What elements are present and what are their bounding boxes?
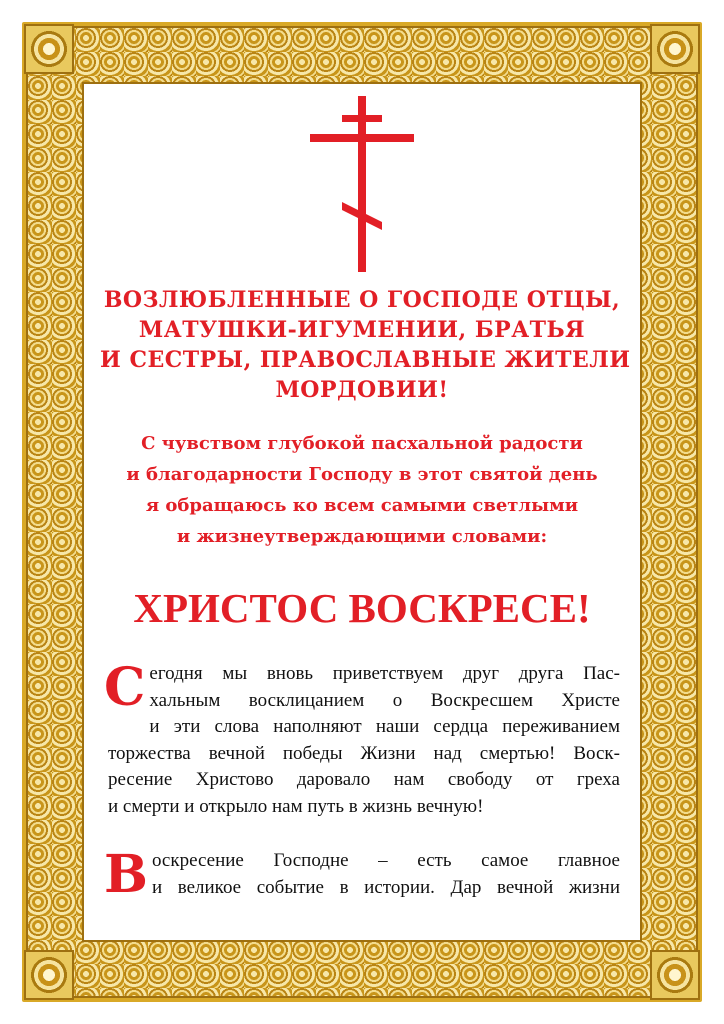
greeting-line: ВОЗЛЮБЛЕННЫЕ О ГОСПОДЕ ОТЦЫ, (103, 287, 621, 313)
greeting-line: И СЕСТРЫ, ПРАВОСЛАВНЫЕ ЖИТЕЛИ (100, 347, 631, 373)
paragraph-line: и великое событие в истории. Дар вечной жизни (151, 876, 620, 898)
border-corner-rosette-icon (650, 950, 700, 1000)
intro-text (100, 428, 624, 552)
intro-line: и жизнеутверждающими словами: (176, 526, 548, 547)
orthodox-cross-icon (302, 96, 422, 272)
paragraph-line: и смерти и открыло нам путь в жизнь вечную! (108, 795, 484, 817)
paragraph-line: ресение Христово даровало нам свободу от греха (108, 769, 620, 790)
intro-line: С чувством глубокой пасхальной радости (141, 433, 583, 454)
greeting-line: МАТУШКИ-ИГУМЕНИИ, БРАТЬЯ (138, 317, 586, 343)
border-corner-rosette-icon (650, 24, 700, 74)
paragraph-line: и эти слова наполняют наши сердца переживанием (149, 716, 620, 737)
greeting-line: МОРДОВИИ! (275, 377, 449, 403)
paragraph-line: оскресение Господне – есть самое главное (151, 850, 620, 871)
border-corner-rosette-icon (24, 950, 74, 1000)
intro-line: я обращаюсь ко всем самыми светлыми (145, 495, 579, 516)
intro-line: и благодарности Господу в этот святой день (126, 464, 598, 485)
paragraph-1 (104, 657, 620, 820)
paragraph-line: торжества вечной победы Жизни над смертью! Воск- (108, 742, 620, 764)
paragraph-line: хальным восклицанием о Воскресшем Христе (149, 689, 620, 711)
dropcap-letter: В (104, 844, 148, 905)
proclamation-title: ХРИСТОС ВОСКРЕСЕ! (133, 585, 591, 631)
dropcap-letter: С (104, 657, 146, 718)
paragraph-2 (104, 844, 620, 905)
border-corner-rosette-icon (24, 24, 74, 74)
greeting-heading (100, 285, 631, 405)
paragraph-line: егодня мы вновь приветствуем друг друга Пас- (149, 663, 620, 684)
